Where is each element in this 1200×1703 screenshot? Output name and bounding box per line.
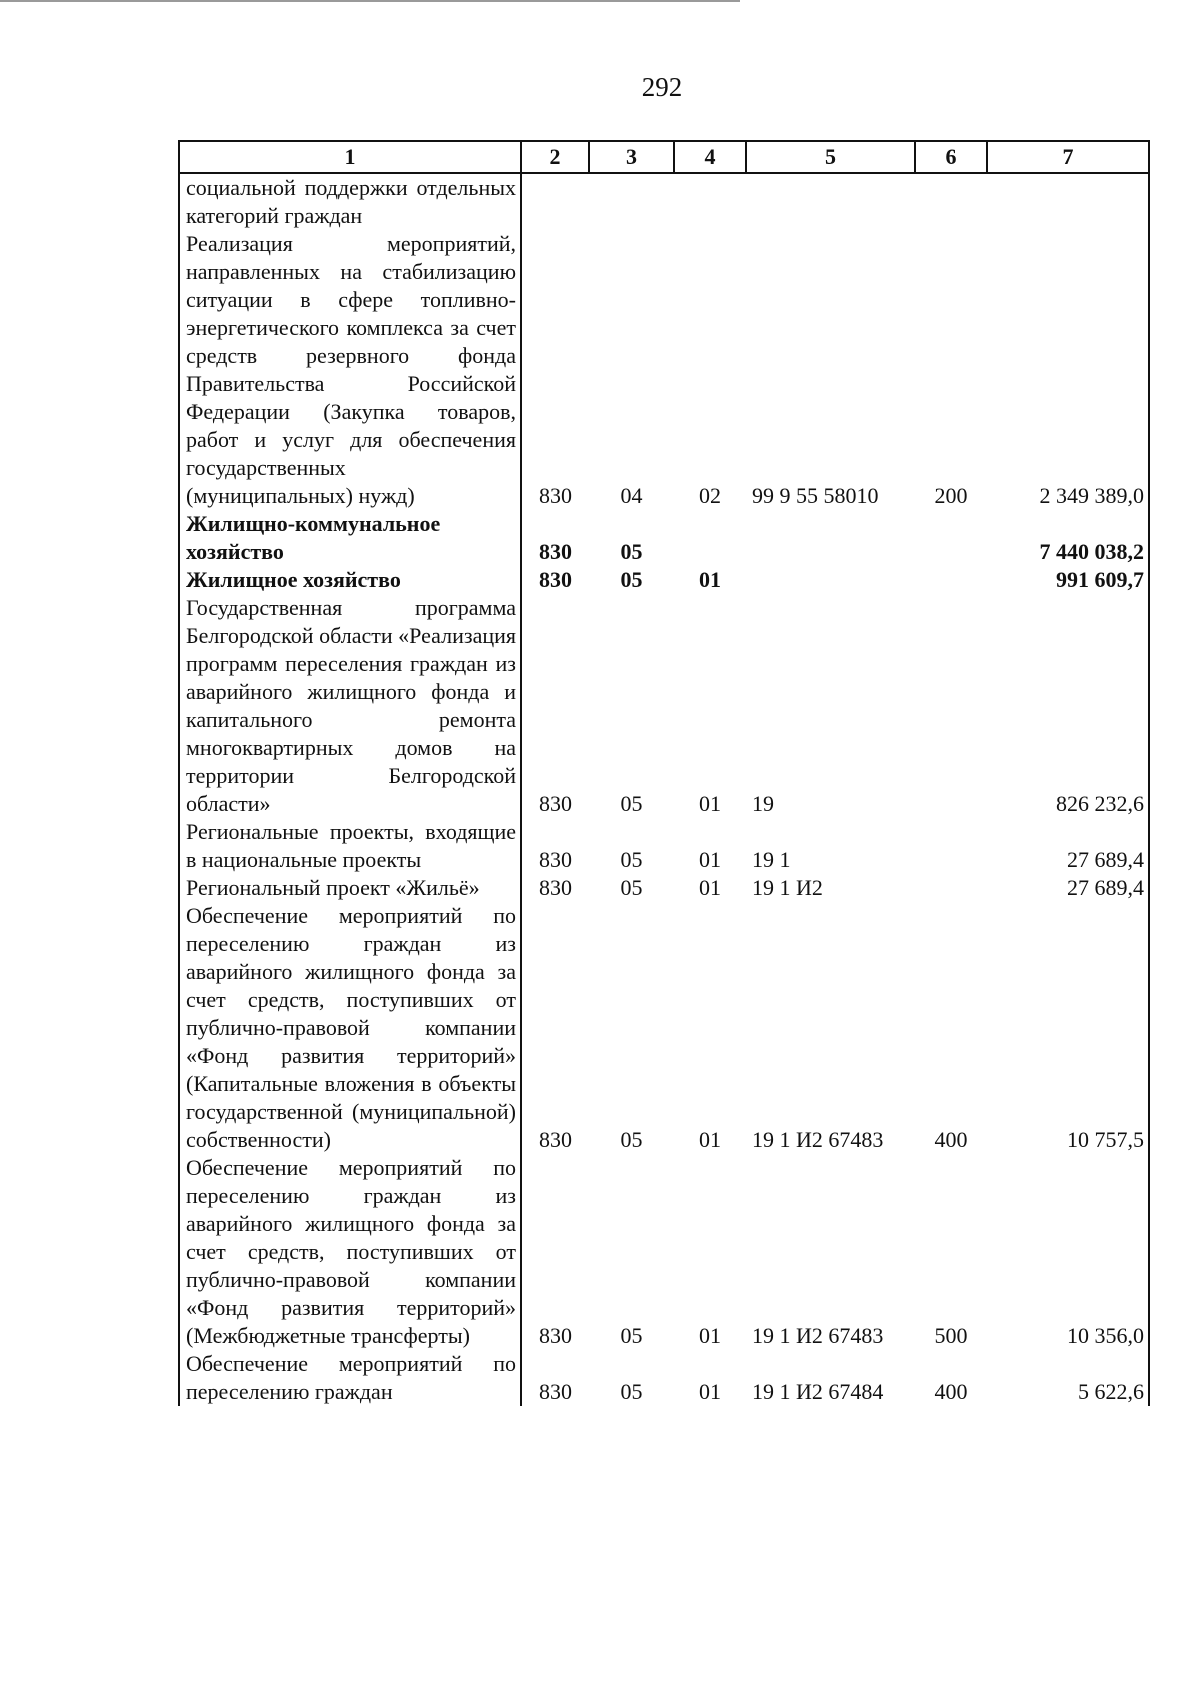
table-row: [179, 173, 1149, 230]
row-name: социальной поддержки отдельных категорий граждан: [179, 173, 521, 230]
row-section-code: 05: [620, 1127, 643, 1152]
row-name: Жилищно-коммунальное хозяйство: [179, 510, 521, 566]
row-amount: 991 609,7: [987, 566, 1149, 594]
row-subsection-code: [674, 173, 746, 230]
row-subsection-code: [674, 510, 746, 566]
table-row: [179, 874, 1149, 902]
row-section-code: 05: [620, 539, 643, 564]
row-section-code: 05: [620, 847, 643, 872]
row-ved-code: 830: [539, 1323, 572, 1348]
row-name: Обеспечение мероприятий по переселению граждан из аварийного жилищного фонда за счет средств, поступивших от публично-правовой компании «Фонд развития территорий» (Капитальные вложения в объекты государственной (муниципальной) собственности): [179, 902, 521, 1154]
table-body: [179, 173, 1149, 1406]
row-name: Обеспечение мероприятий по переселению граждан: [179, 1350, 521, 1406]
header-col-2: 2: [521, 141, 589, 173]
row-name: Региональный проект «Жильё»: [179, 874, 521, 902]
table-row: [179, 566, 1149, 594]
table-row: [179, 1350, 1149, 1406]
row-target-article: [746, 173, 915, 230]
row-section-code: 05: [620, 567, 643, 592]
table-header: [179, 141, 1149, 173]
row-name: Обеспечение мероприятий по переселению граждан из аварийного жилищного фонда за счет средств, поступивших от публично-правовой компании «Фонд развития территорий» (Межбюджетные трансферты): [179, 1154, 521, 1350]
table-row: [179, 1154, 1149, 1350]
table-row: [179, 594, 1149, 818]
top-rule: [0, 0, 740, 2]
row-ved-code: 830: [539, 483, 572, 508]
header-col-7: 7: [987, 141, 1149, 173]
row-expense-type: 400: [934, 1127, 968, 1152]
row-section-code: 04: [620, 483, 643, 508]
row-target-article: 19 1 И2 67483: [752, 1127, 884, 1152]
row-ved-code: 830: [539, 1127, 572, 1152]
row-expense-type: [915, 818, 987, 874]
row-expense-type: 400: [934, 1379, 968, 1404]
row-expense-type: 200: [934, 483, 968, 508]
row-subsection-code: 01: [699, 791, 721, 816]
row-amount: 10 757,5: [987, 902, 1149, 1154]
row-target-article: [746, 566, 915, 594]
table-row: [179, 230, 1149, 510]
header-col-5: 5: [746, 141, 915, 173]
row-amount: 27 689,4: [987, 874, 1149, 902]
row-amount: 27 689,4: [987, 818, 1149, 874]
row-section-code: 05: [620, 1379, 643, 1404]
row-subsection-code: 02: [699, 483, 721, 508]
table-row: [179, 902, 1149, 1154]
row-expense-type: [915, 594, 987, 818]
row-expense-type: [915, 874, 987, 902]
row-subsection-code: 01: [699, 567, 721, 592]
row-expense-type: [915, 173, 987, 230]
row-section-code: 05: [620, 875, 643, 900]
row-subsection-code: 01: [699, 875, 721, 900]
row-ved-code: 830: [539, 1379, 572, 1404]
row-ved-code: [521, 173, 589, 230]
row-amount: 7 440 038,2: [987, 510, 1149, 566]
row-target-article: 19 1 И2 67484: [752, 1379, 884, 1404]
row-amount: 2 349 389,0: [987, 230, 1149, 510]
header-col-1: 1: [179, 141, 521, 173]
row-subsection-code: 01: [699, 1127, 721, 1152]
row-target-article: 19: [752, 791, 774, 816]
row-target-article: 19 1 И2: [752, 875, 823, 900]
budget-table-grid: [178, 140, 1150, 1406]
row-section-code: 05: [620, 1323, 643, 1348]
row-subsection-code: 01: [699, 1379, 721, 1404]
row-target-article: 19 1: [752, 847, 791, 872]
row-section-code: [589, 173, 674, 230]
page-number: 292: [641, 72, 683, 102]
row-name: Государственная программа Белгородской области «Реализация программ переселения граждан из аварийного жилищного фонда и капитального ремонта многоквартирных домов на территории Белгородской области»: [179, 594, 521, 818]
row-expense-type: [915, 510, 987, 566]
row-ved-code: 830: [539, 539, 572, 564]
row-subsection-code: 01: [699, 847, 721, 872]
row-ved-code: 830: [539, 791, 572, 816]
budget-table: [178, 140, 1148, 1406]
table-row: [179, 510, 1149, 566]
row-name: Реализация мероприятий, направленных на стабилизацию ситуации в сфере топливно-энергетического комплекса за счет средств резервного фонда Правительства Российской Федерации (Закупка товаров, работ и услуг для обеспечения государственных (муниципальных) нужд): [179, 230, 521, 510]
row-ved-code: 830: [539, 567, 572, 592]
row-section-code: 05: [620, 791, 643, 816]
row-expense-type: [915, 566, 987, 594]
row-ved-code: 830: [539, 847, 572, 872]
row-target-article: 99 9 55 58010: [752, 483, 879, 508]
header-col-3: 3: [589, 141, 674, 173]
row-target-article: [746, 510, 915, 566]
row-target-article: 19 1 И2 67483: [752, 1323, 884, 1348]
table-row: [179, 818, 1149, 874]
row-ved-code: 830: [539, 875, 572, 900]
row-amount: 5 622,6: [987, 1350, 1149, 1406]
row-amount: 10 356,0: [987, 1154, 1149, 1350]
header-col-6: 6: [915, 141, 987, 173]
row-amount: 826 232,6: [987, 594, 1149, 818]
row-subsection-code: 01: [699, 1323, 721, 1348]
row-expense-type: 500: [934, 1323, 968, 1348]
row-amount: [987, 173, 1149, 230]
row-name: Жилищное хозяйство: [179, 566, 521, 594]
row-name: Региональные проекты, входящие в национальные проекты: [179, 818, 521, 874]
header-col-4: 4: [674, 141, 746, 173]
